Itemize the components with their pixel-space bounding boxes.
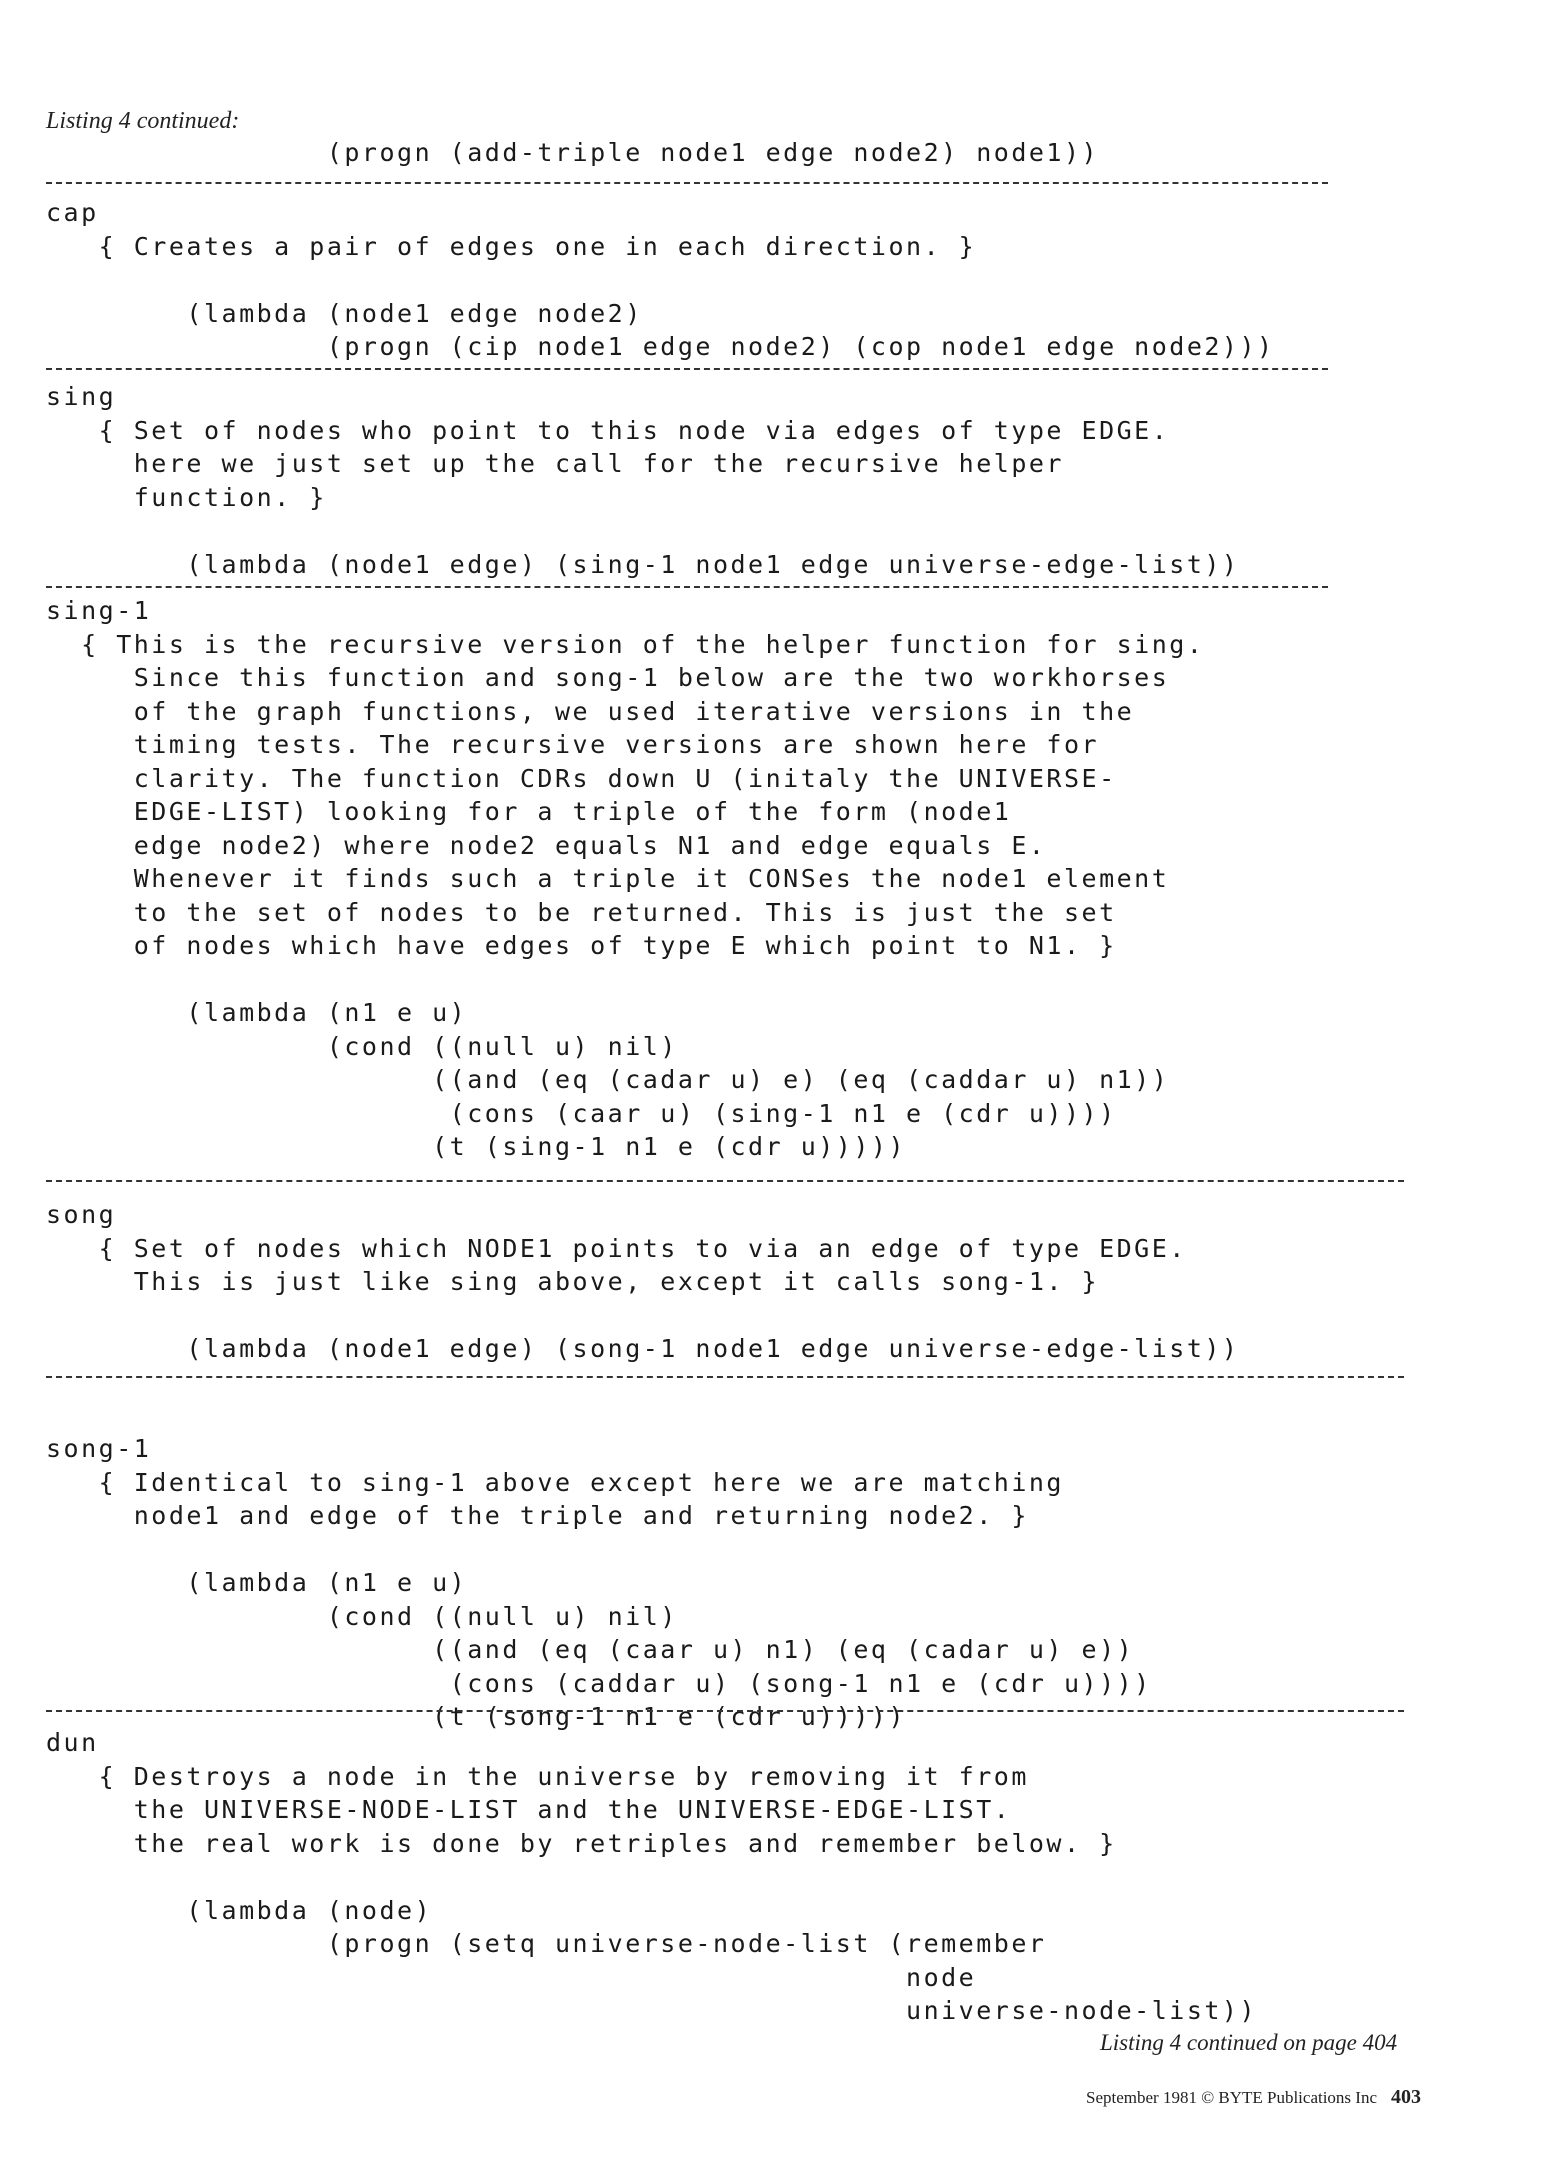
dashed-divider xyxy=(46,182,1328,184)
issue-credit: September 1981 © BYTE Publications Inc xyxy=(1086,2088,1378,2107)
dashed-divider xyxy=(46,1180,1404,1182)
page-footer xyxy=(1086,2086,1421,2109)
code-block-cap: cap { Creates a pair of edges one in each direction. } (lambda (node1 edge node2) (progn (cip node1 edge node2) (cop node1 edge node2))) xyxy=(46,198,1275,361)
listing-continued-label: Listing 4 continued: xyxy=(46,108,240,134)
dashed-divider xyxy=(46,1710,1404,1712)
code-block-dun: dun { Destroys a node in the universe by removing it from the UNIVERSE-NODE-LIST and the UNIVERSE-EDGE-LIST. the real work is done by retriples and remember below. } (lambda (node) (progn (setq universe-node-list (remember node universe-node-list)) xyxy=(46,1728,1258,2025)
continued-on-page-note: Listing 4 continued on page 404 xyxy=(1100,2030,1398,2055)
dashed-divider xyxy=(46,1376,1404,1378)
dashed-divider xyxy=(46,586,1328,588)
code-block-sing-1: sing-1 { This is the recursive version of the helper function for sing. Since this function and song-1 below are the two workhorses of the graph functions, we used iterative versions in the timing tests. The recursive versions are shown here for clarity. The function CDRs down U (initaly the UNIVERSE- EDGE-LIST) looking for a triple of the form (node1 edge node2) where node2 equals N1 and edge equals E. Whenever it finds such a triple it CONSes the node1 element to the set of nodes to be returned. This is just the set of nodes which have edges of type E which point to N1. } (lambda (n1 e u) (cond ((null u) nil) ((and (eq (cadar u) e) (eq (caddar u) n1)) (cons (caar u) (sing-1 n1 e (cdr u)))) (t (sing-1 n1 e (cdr u))))) xyxy=(46,596,1205,1161)
code-block-sing: sing { Set of nodes who point to this node via edges of type EDGE. here we just set up the call for the recursive helper function. } (lambda (node1 edge) (sing-1 node1 edge universe-edge-list)) xyxy=(46,382,1240,579)
code-block-add-triple: (progn (add-triple node1 edge node2) node1)) xyxy=(46,138,1100,167)
dashed-divider xyxy=(46,368,1328,370)
code-block-song-1: song-1 { Identical to sing-1 above except here we are matching node1 and edge of the triple and returning node2. } (lambda (n1 e u) (cond ((null u) nil) ((and (eq (caar u) n1) (eq (cadar u) e)) (cons (caddar u) (song-1 n1 e (cdr u)))) (t (song-1 n1 e (cdr u))))) xyxy=(46,1434,1152,1731)
page-number: 403 xyxy=(1391,2086,1422,2108)
code-block-song: song { Set of nodes which NODE1 points to via an edge of type EDGE. This is just like sing above, except it calls song-1. } (lambda (node1 edge) (song-1 node1 edge universe-edge-list)) xyxy=(46,1200,1240,1363)
